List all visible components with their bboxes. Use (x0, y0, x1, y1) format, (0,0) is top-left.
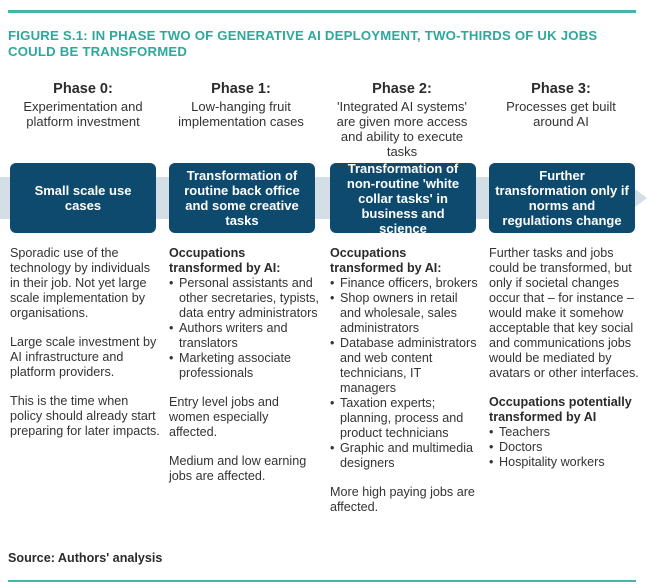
phase-0-box: Small scale use cases (10, 163, 156, 233)
list-item: • Graphic and multimedia designers (330, 441, 480, 471)
phase-0-paragraph: Sporadic use of the technology by individuals in their job. Not yet large scale implementation by organisations. (10, 246, 151, 320)
phase-1-subtitle: Low-hanging fruit implementation cases (178, 99, 304, 129)
phase-0-details (10, 246, 160, 453)
phase-0-paragraph: This is the time when policy should already start preparing for later impacts. (10, 394, 160, 438)
list-item: • Personal assistants and other secretaries, typists, data entry administrators (169, 276, 319, 321)
list-item: • Doctors (489, 440, 639, 455)
phase-3-details (489, 246, 639, 484)
phase-1-box: Transformation of routine back office and some creative tasks (169, 163, 315, 233)
list-item: • Teachers (489, 425, 639, 440)
phase-0-name: Phase 0: (53, 81, 113, 97)
phase-2-occupations-heading: Occupations transformed by AI: (330, 246, 442, 275)
phase-0-paragraph: Large scale investment by AI infrastructure and platform providers. (10, 335, 157, 379)
phase-3-heading (486, 81, 636, 129)
phase-1-name: Phase 1: (211, 81, 271, 97)
list-item: • Finance officers, brokers (330, 276, 480, 291)
phase-1-occupations-heading: Occupations transformed by AI: (169, 246, 281, 275)
phase-2-name: Phase 2: (372, 81, 432, 97)
phase-1-paragraph: Entry level jobs and women especially affected. (169, 395, 279, 439)
phase-1-details (169, 246, 319, 498)
source-note: Source: Authors' analysis (8, 551, 163, 565)
phase-2-heading (327, 81, 477, 159)
top-rule (8, 10, 636, 13)
phase-1-heading (166, 81, 316, 129)
phase-0-heading (8, 81, 158, 129)
list-item: • Shop owners in retail and wholesale, sales administrators (330, 291, 480, 336)
phase-3-paragraph: Further tasks and jobs could be transformed, but only if societal changes occur that – for instance – would make it somehow acceptable that key social and communications jobs would be mediated by avatars or other interfaces. (489, 246, 639, 380)
figure-title: FIGURE S.1: IN PHASE TWO OF GENERATIVE AI DEPLOYMENT, TWO-THIRDS OF UK JOBS COULD BE TRANSFORMED (8, 28, 598, 59)
phase-3-occupations-heading: Occupations potentially transformed by AI (489, 395, 632, 424)
phase-2-subtitle: 'Integrated AI systems' are given more access and ability to execute tasks (336, 99, 468, 159)
list-item: • Taxation experts; planning, process and product technicians (330, 396, 480, 441)
phase-2-paragraph: More high paying jobs are affected. (330, 485, 475, 514)
list-item: • Database administrators and web content technicians, IT managers (330, 336, 480, 396)
phase-1-occupation-list (169, 276, 319, 381)
phase-2-box: Transformation of non-routine 'white collar tasks' in business and science (330, 163, 476, 233)
phase-2-details (330, 246, 480, 529)
phase-3-box: Further transformation only if norms and regulations change (489, 163, 635, 233)
list-item: • Authors writers and translators (169, 321, 319, 351)
phase-2-occupation-list (330, 276, 480, 471)
phase-3-subtitle: Processes get built around AI (506, 99, 616, 129)
phase-3-name: Phase 3: (531, 81, 591, 97)
phase-0-subtitle: Experimentation and platform investment (23, 99, 143, 129)
bottom-rule (8, 580, 636, 582)
list-item: • Marketing associate professionals (169, 351, 319, 381)
list-item: • Hospitality workers (489, 455, 639, 470)
phase-1-paragraph: Medium and low earning jobs are affected. (169, 454, 307, 483)
phase-3-occupation-list (489, 425, 639, 470)
